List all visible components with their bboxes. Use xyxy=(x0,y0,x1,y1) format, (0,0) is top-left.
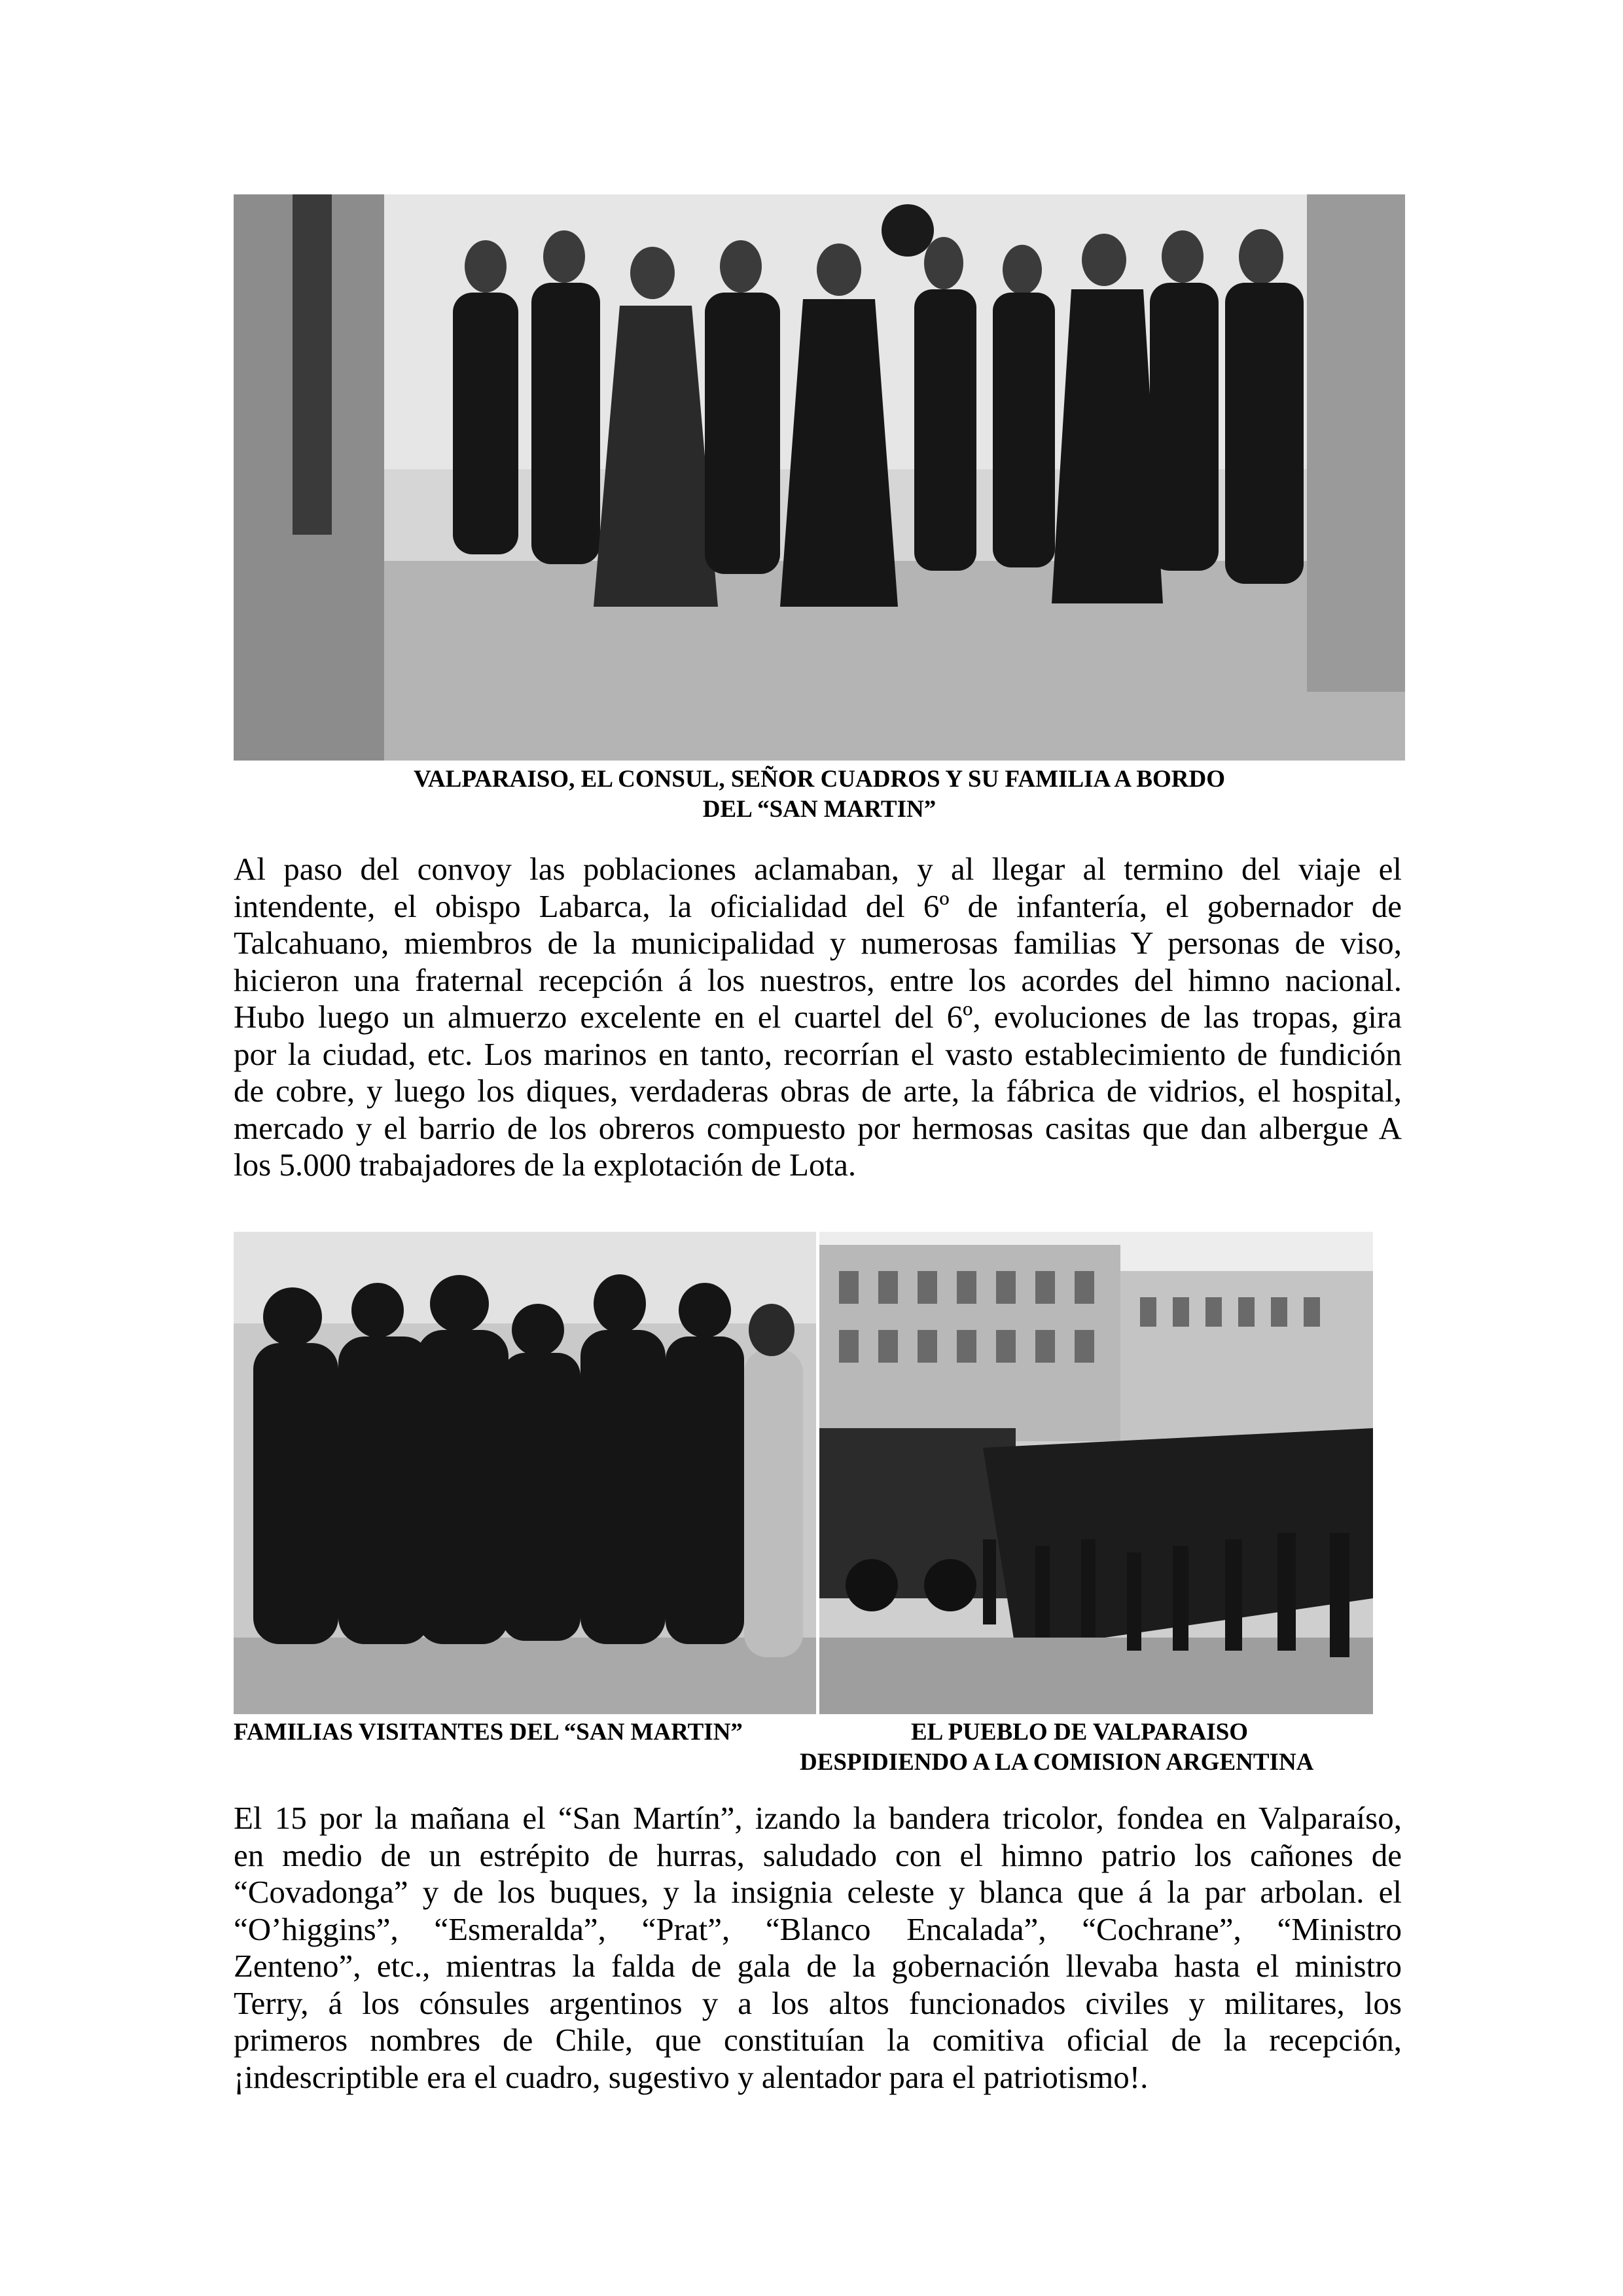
paragraph-1-line: Hubo luego un almuerzo excelente en el cuartel del 6º, evoluciones de las tropas, gira xyxy=(234,999,1402,1035)
photo-visiting-families xyxy=(234,1232,816,1714)
caption-photo1-line1: VALPARAISO, EL CONSUL, SEÑOR CUADROS Y SU FAMILIA A BORDO xyxy=(413,766,1226,793)
paragraph-1-line: mercado y el barrio de los obreros compuesto por hermosas casitas que dan albergue A xyxy=(234,1109,1402,1146)
paragraph-1-line: por la ciudad, etc. Los marinos en tanto, recorrían el vasto establecimiento de fundición xyxy=(234,1035,1402,1072)
photo-valparaiso-crowd xyxy=(819,1232,1373,1714)
paragraph-1-line: los 5.000 trabajadores de la explotación de Lota. xyxy=(234,1147,857,1183)
photo-consul-family-image xyxy=(234,194,1405,761)
caption-photo2: FAMILIAS VISITANTES DEL “SAN MARTIN” xyxy=(234,1719,743,1746)
photo-visiting-families-image xyxy=(234,1232,816,1714)
caption-photo1-line2: DEL “SAN MARTIN” xyxy=(702,796,936,823)
paragraph-1-line: de cobre, y luego los diques, verdaderas obras de arte, la fábrica de vidrios, el hospital, xyxy=(234,1073,1402,1109)
paragraph-2-line: Zenteno”, etc., mientras la falda de gala de la gobernación llevaba hasta el ministro xyxy=(234,1948,1402,1984)
paragraph-1-line: Talcahuano, miembros de la municipalidad y numerosas familias Y personas de viso, xyxy=(234,925,1402,961)
paragraph-1 xyxy=(234,851,1402,1184)
paragraph-1-line: Al paso del convoy las poblaciones aclamaban, y al llegar al termino del viaje el xyxy=(234,851,1402,887)
paragraph-2-line: en medio de un estrépito de hurras, saludado con el himno patrio los cañones de xyxy=(234,1837,1402,1873)
paragraph-1-line: hicieron una fraternal recepción á los nuestros, entre los acordes del himno nacional. xyxy=(234,961,1402,998)
paragraph-2-line: primeros nombres de Chile, que constituían la comitiva oficial de la recepción, xyxy=(234,2022,1402,2058)
paragraph-2 xyxy=(234,1800,1402,2096)
paragraph-2-line: El 15 por la mañana el “San Martín”, izando la bandera tricolor, fondea en Valparaíso, xyxy=(234,1800,1402,1836)
paragraph-1-line: intendente, el obispo Labarca, la oficialidad del 6º de infantería, el gobernador de xyxy=(234,888,1402,924)
paragraph-2-line: ¡indescriptible era el cuadro, sugestivo y alentador para el patriotismo!. xyxy=(234,2058,1149,2095)
paragraph-2-line: Terry, á los cónsules argentinos y a los altos funcionados civiles y militares, los xyxy=(234,1984,1402,2021)
paragraph-2-line: “O’higgins”, “Esmeralda”, “Prat”, “Blanco Encalada”, “Cochrane”, “Ministro xyxy=(234,1910,1402,1947)
paragraph-2-line: “Covadonga” y de los buques, y la insignia celeste y blanca que á la par arbolan. el xyxy=(234,1874,1402,1910)
photo-consul-family xyxy=(234,194,1405,761)
caption-photo3-line2: DESPIDIENDO A LA COMISION ARGENTINA xyxy=(800,1749,1314,1776)
caption-photo3-line1: EL PUEBLO DE VALPARAISO xyxy=(911,1719,1249,1746)
photo-valparaiso-crowd-image xyxy=(819,1232,1373,1714)
